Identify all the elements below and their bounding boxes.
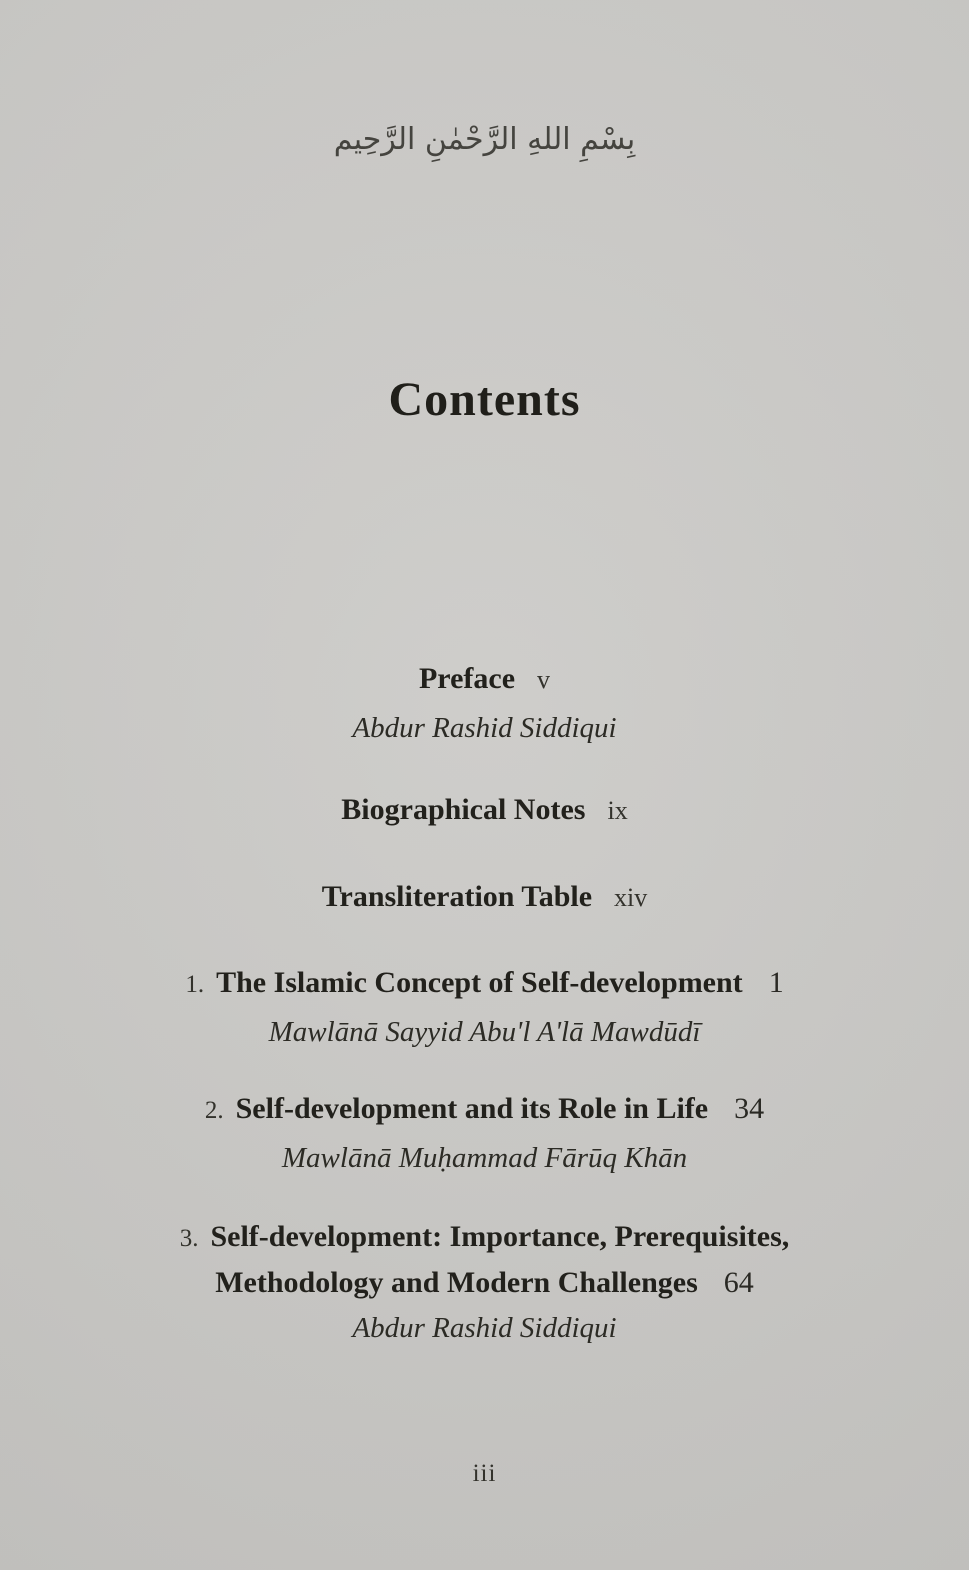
page-number-footer: iii xyxy=(472,1460,497,1487)
chapter-entry-2 xyxy=(0,1092,969,1126)
front-matter-entry-preface xyxy=(0,662,969,696)
chapter-entry-3-line1 xyxy=(0,1220,969,1254)
entry-page: xiv xyxy=(614,883,648,912)
front-matter-entry-transliteration-table xyxy=(0,880,969,914)
chapter-title: Self-development and its Role in Life xyxy=(235,1092,709,1125)
chapter-number: 2. xyxy=(204,1097,224,1124)
chapter-entry-3-line2 xyxy=(0,1266,969,1300)
chapter-author: Mawlānā Sayyid Abu'l A'lā Mawdūdī xyxy=(268,1016,701,1048)
chapter-page: 1 xyxy=(768,966,784,999)
entry-page: v xyxy=(537,665,551,694)
chapter-page: 64 xyxy=(723,1266,754,1299)
bismillah-calligraphy: بِسْمِ اللهِ الرَّحْمٰنِ الرَّحِيم xyxy=(333,122,636,157)
entry-label: Transliteration Table xyxy=(321,880,593,913)
entry-page: ix xyxy=(607,796,628,825)
entry-label: Preface xyxy=(418,662,516,695)
chapter-title-line1: Self-development: Importance, Prerequisites, xyxy=(210,1220,790,1253)
chapter-author: Abdur Rashid Siddiqui xyxy=(352,1312,617,1344)
chapter-number: 1. xyxy=(185,971,205,998)
toc-title: Contents xyxy=(388,373,581,426)
chapter-author: Mawlānā Muḥammad Fārūq Khān xyxy=(281,1142,688,1174)
chapter-number: 3. xyxy=(179,1225,199,1252)
front-matter-entry-biographical-notes xyxy=(0,793,969,827)
chapter-title: The Islamic Concept of Self-development xyxy=(216,966,743,999)
chapter-title-line2: Methodology and Modern Challenges xyxy=(215,1266,698,1299)
chapter-entry-1 xyxy=(0,966,969,1000)
chapter-page: 34 xyxy=(734,1092,765,1125)
entry-label: Biographical Notes xyxy=(341,793,586,826)
preface-author: Abdur Rashid Siddiqui xyxy=(352,712,617,744)
